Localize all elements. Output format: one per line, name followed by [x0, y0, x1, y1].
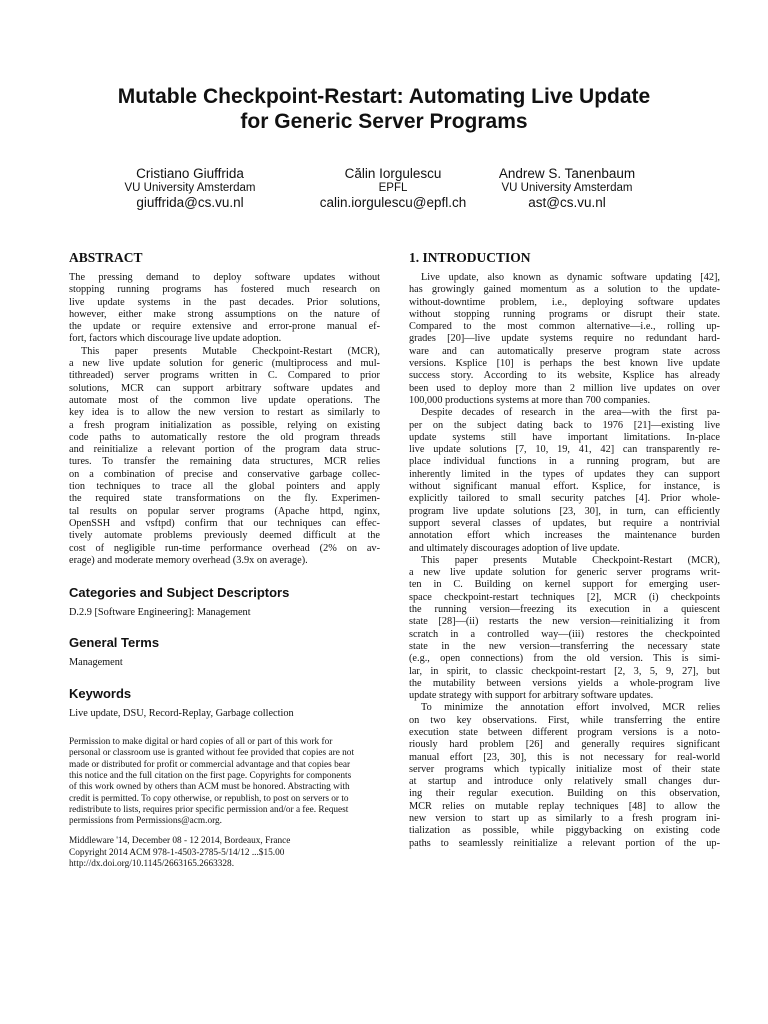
- text-line: Compared to the most common alternative—i.e., rolling up-: [409, 321, 720, 333]
- text-line: of this work owned by others than ACM must be honored. Abstracting with: [69, 782, 350, 793]
- text-line: on a combination of precise and conservative garbage collec-: [69, 468, 380, 480]
- text-line: code paths to automatically restore the old program threads: [69, 431, 380, 443]
- author-email: calin.iorgulescu@epfl.ch: [319, 195, 467, 210]
- text-line: Middleware '14, December 08 - 12 2014, Bordeaux, France: [69, 836, 291, 847]
- text-line: To minimize the annotation effort involved, MCR relies: [421, 702, 720, 714]
- right-column: [409, 250, 720, 850]
- keywords-heading: Keywords: [69, 685, 132, 701]
- text-line: The pressing demand to deploy software updates without: [69, 272, 380, 283]
- text-line: made or distributed for profit or commercial advantage and that copies bear: [69, 759, 351, 770]
- text-line: This paper presents Mutable Checkpoint-Restart (MCR),: [81, 345, 380, 357]
- text-line: OpenSSH and vsftpd) confirm that our techniques can effec-: [69, 517, 380, 529]
- text-line: grades [20]—live update systems require no redundant hard-: [409, 333, 720, 345]
- author-name: Călin Iorgulescu: [344, 166, 442, 181]
- author-3: [452, 166, 682, 211]
- text-line: this notice and the full citation on the first page. Copyrights for components: [69, 770, 352, 781]
- author-affiliation: EPFL: [378, 182, 408, 194]
- author-email: ast@cs.vu.nl: [528, 195, 606, 210]
- intro-paragraph-4: [409, 702, 720, 850]
- text-line: place individual functions in a running program, but are: [409, 456, 720, 468]
- text-line: program live update solutions [23, 30], in turn, can efficiently: [409, 505, 720, 517]
- text-line: on two key observations. First, while transferring the entire: [409, 714, 720, 726]
- text-line: solutions, MCR can support arbitrary software updates and: [69, 382, 380, 394]
- text-line: at startup and introduce only relatively small changes dur-: [409, 776, 720, 788]
- abstract-paragraph-2: [69, 346, 380, 567]
- text-line: been used to deploy more than 2 million live updates on over: [409, 382, 720, 394]
- text-line: ten in C. Building on kernel support for emerging user-: [409, 579, 720, 591]
- text-line: erage) and moderate memory overhead (3.9x on average).: [69, 554, 308, 566]
- text-line: without stopping running programs or disrupt their state.: [409, 308, 720, 320]
- text-line: fort, factors which discourage live update adoption.: [69, 333, 282, 345]
- text-line: riously hard problem [26] and generally requires significant: [409, 739, 720, 751]
- venue-notice: [69, 836, 380, 870]
- text-line: a new live update solution for generic server programs writ-: [409, 567, 720, 579]
- general-terms-text: Management: [69, 657, 123, 669]
- text-line: the required state transformations on the fly. Experimen-: [69, 493, 380, 505]
- text-line: key idea is to allow the new version to restart as similarly to: [69, 407, 380, 419]
- text-line: tures. To transfer the remaining data structures, MCR relies: [69, 456, 380, 468]
- abstract-paragraph-1: [69, 272, 380, 346]
- intro-paragraph-2: [409, 407, 720, 555]
- text-line: Copyright 2014 ACM 978-1-4503-2785-5/14/12 ...$15.00: [69, 847, 285, 858]
- text-line: execution state between different program versions is a noto-: [409, 726, 720, 738]
- text-line: tion techniques to trace all the global pointers and apply: [69, 481, 380, 493]
- text-line: permissions from Permissions@acm.org.: [69, 816, 222, 827]
- text-line: tal results on popular server programs (Apache httpd, nginx,: [69, 505, 380, 517]
- intro-paragraph-3: [409, 555, 720, 703]
- text-line: manual effort [23, 30], this is not necessary for real-world: [409, 751, 720, 763]
- categories-heading: Categories and Subject Descriptors: [69, 585, 290, 601]
- author-1: [75, 166, 305, 211]
- text-line: versions. Ksplice [10] is perhaps the best known live update: [409, 358, 720, 370]
- author-email: giuffrida@cs.vu.nl: [136, 195, 244, 210]
- text-line: automate most of the common live update operations. The: [69, 394, 380, 406]
- intro-paragraph-1: [409, 272, 720, 407]
- general-terms-heading: General Terms: [69, 635, 160, 651]
- text-line: without significant manual effort. Ksplice, for instance, is: [409, 481, 720, 493]
- text-line: success story. According to its website, Ksplice has already: [409, 370, 720, 382]
- text-line: lar, in spirit, to classic checkpoint-restart [2, 3, 5, 9, 27], but: [409, 665, 720, 677]
- text-line: cost of negligible run-time performance overhead (2% on av-: [69, 542, 380, 554]
- title-line-2: for Generic Server Programs: [240, 110, 528, 133]
- text-line: paths to seamlessly reinitialize a relevant portion of the up-: [409, 837, 720, 849]
- paper-title: [0, 84, 768, 134]
- text-line: per on the subject dating back to 1976 [21]—existing live: [409, 419, 720, 431]
- text-line: ing their regular execution. Building on this observation,: [409, 788, 720, 800]
- text-line: and ultimately discourages adoption of live update.: [409, 542, 620, 554]
- text-line: ware and can automatically preserve program state across: [409, 345, 720, 357]
- text-line: This paper presents Mutable Checkpoint-Restart (MCR),: [421, 554, 720, 566]
- text-line: space checkpoint-restart techniques [2], MCR (i) checkpoints: [409, 591, 720, 603]
- text-line: MCR relies on mutable replay techniques [48] to allow the: [409, 800, 720, 812]
- text-line: (e.g., open connections) from the old version. This is simi-: [409, 653, 720, 665]
- text-line: tialization as possible, while piggybacking on existing code: [409, 825, 720, 837]
- text-line: the mutability between versions yields a whole-program live: [409, 677, 720, 689]
- author-name: Andrew S. Tanenbaum: [498, 166, 636, 181]
- text-line: the running version—freezing its execution in a quiescent: [409, 604, 720, 616]
- text-line: stopping running programs has fostered much research on: [69, 284, 380, 296]
- text-line: without-downtime problem, i.e., deploying software updates: [409, 296, 720, 308]
- text-line: http://dx.doi.org/10.1145/2663165.2663328.: [69, 858, 235, 869]
- text-line: live update solutions [7, 10, 19, 41, 42] can transparently re-: [409, 444, 720, 456]
- text-line: scratch in a controlled way—(iii) restores the checkpointed: [409, 628, 720, 640]
- text-line: annotation effort which increases the maintenance burden: [409, 530, 720, 542]
- text-line: support several classes of updates, but require a nontrivial: [409, 517, 720, 529]
- author-affiliation: VU University Amsterdam: [124, 182, 256, 194]
- left-column: [69, 250, 380, 870]
- text-line: live update systems in the past decades. Prior solutions,: [69, 296, 380, 308]
- author-affiliation: VU University Amsterdam: [501, 182, 633, 194]
- text-line: explicitly tailored to small security patches [4]. Prior whole-: [409, 493, 720, 505]
- text-line: state [28]—(ii) restarts the new version—reinitializing it from: [409, 616, 720, 628]
- text-line: update systems still have important limitations. In-place: [409, 431, 720, 443]
- title-line-1: Mutable Checkpoint-Restart: Automating Live Update: [117, 85, 651, 108]
- text-line: credit is permitted. To copy otherwise, or republish, to post on servers or to: [69, 793, 349, 804]
- text-line: 100,000 productions systems at more than 700 companies.: [409, 394, 651, 406]
- text-line: update strategy with support for arbitrary software updates.: [409, 690, 654, 702]
- text-line: however, either make strong assumptions on the nature of: [69, 308, 380, 320]
- text-line: a new live update solution for generic (multiprocess and mul-: [69, 358, 380, 370]
- text-line: state in the new version—transferring the necessary state: [409, 640, 720, 652]
- text-line: personal or classroom use is granted without fee provided that copies are not: [69, 748, 355, 759]
- text-line: and reinitialize a relevant portion of the program data struc-: [69, 444, 380, 456]
- text-line: Live update, also known as dynamic software updating [42],: [421, 272, 720, 283]
- text-line: redistribute to lists, requires prior specific permission and/or a fee. Request: [69, 804, 349, 815]
- text-line: tithreaded) server programs written in C. Compared to prior: [69, 370, 380, 382]
- text-line: has growingly gained momentum as a solution to the update-: [409, 284, 720, 296]
- text-line: server programs which typically initialize most of their state: [409, 763, 720, 775]
- author-name: Cristiano Giuffrida: [136, 166, 244, 181]
- introduction-heading: 1. INTRODUCTION: [409, 250, 531, 265]
- keywords-text: Live update, DSU, Record-Replay, Garbage collection: [69, 707, 294, 719]
- text-line: Despite decades of research in the area—with the first pa-: [421, 407, 720, 419]
- text-line: tively automate problems previously deemed difficult at the: [69, 530, 380, 542]
- text-line: a fresh program initialization as possible, relying on existing: [69, 419, 380, 431]
- permission-notice: [69, 737, 380, 827]
- text-line: new version to start up as similarly to a fresh program ini-: [409, 813, 720, 825]
- text-line: Permission to make digital or hard copies of all or part of this work for: [69, 737, 333, 748]
- text-line: the update or require extensive and error-prone manual ef-: [69, 321, 380, 333]
- abstract-heading: ABSTRACT: [69, 250, 143, 265]
- text-line: inherently limited in the types of updates they can support: [409, 468, 720, 480]
- categories-text: D.2.9 [Software Engineering]: Management: [69, 607, 251, 619]
